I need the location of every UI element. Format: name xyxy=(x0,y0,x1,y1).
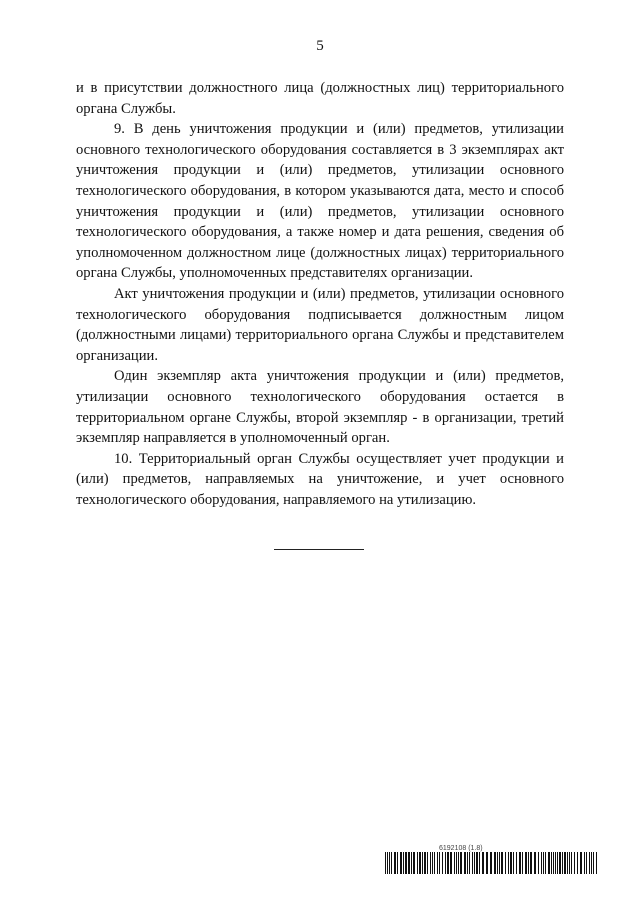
paragraph-item-10: 10. Территориальный орган Службы осуществляет учет продукции и (или) предметов, направляемых на уничтожение, и учет основного технологического оборудования, направляемого на утилизацию. xyxy=(76,450,564,508)
page-number: 5 xyxy=(316,38,324,54)
document-code: 6192108 (1.8) xyxy=(439,845,483,852)
separator-line xyxy=(274,549,364,550)
paragraph-item-9: 9. В день уничтожения продукции и (или) предметов, утилизации основного технологического оборудования составляется в 3 экземплярах акт уничтожения продукции и (или) предметов, утилизации основного технологического оборудования, в котором указываются дата, место и способ уничтожения продукции и (или) предметов, утилизации основного технологического оборудования, а также номер и дата решения, сведения об уполномоченном должностном лице (должностных лицах) территориального органа Службы, уполномоченных представителях организации. xyxy=(76,121,564,282)
barcode-icon xyxy=(385,852,597,874)
paragraph-continuation: и в присутствии должностного лица (должностных лиц) территориального органа Службы. xyxy=(76,80,564,117)
document-body xyxy=(76,78,564,510)
paragraph-act-signing: Акт уничтожения продукции и (или) предметов, утилизации основного технологического оборудования подписывается должностным лицом (должностными лицами) территориального органа Службы и представителем организации. xyxy=(76,285,564,364)
paragraph-act-copies: Один экземпляр акта уничтожения продукции и (или) предметов, утилизации основного технологического оборудования остается в территориальном органе Службы, второй экземпляр - в организации, третий экземпляр направляется в уполномоченный орган. xyxy=(76,368,564,447)
